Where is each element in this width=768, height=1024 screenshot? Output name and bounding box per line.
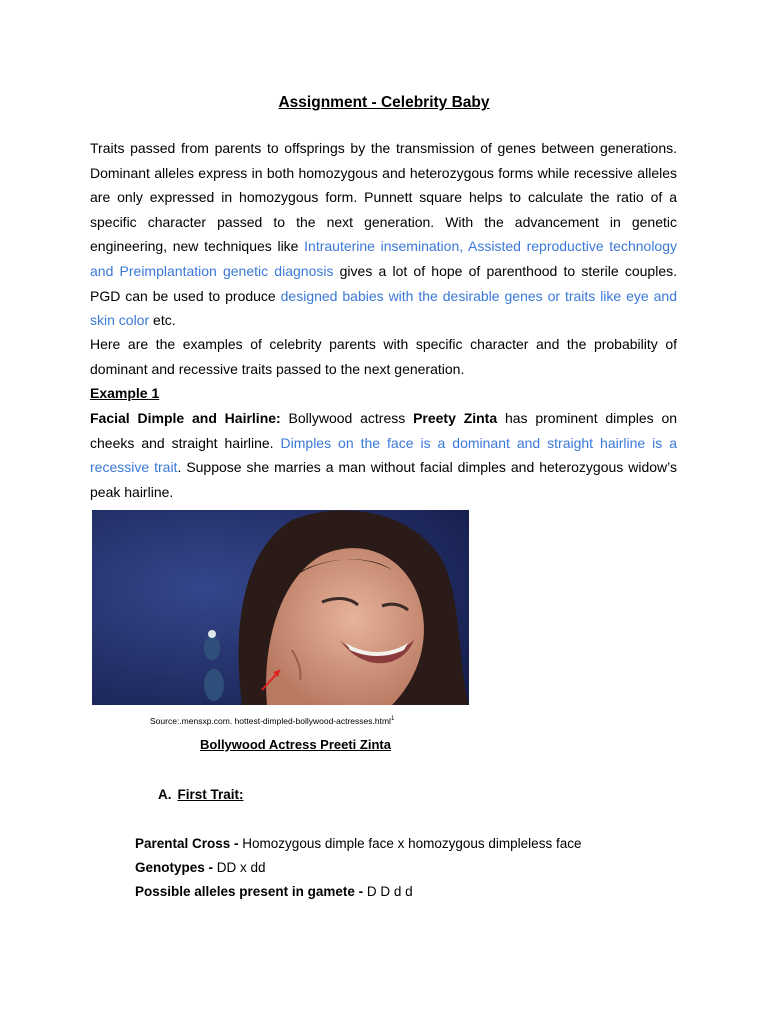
examples-paragraph: Here are the examples of celebrity parents with specific character and the probability of dominant and recessive traits passed to the next generation. xyxy=(90,336,677,377)
genotypes-line xyxy=(135,860,266,875)
intro-text-3: etc. xyxy=(149,312,176,329)
trait-label: Facial Dimple and Hairline: xyxy=(90,410,281,426)
intro-text-1: Traits passed from parents to offsprings by the transmission of genes between generations. Dominant alleles express in both homozygous and heterozygous forms while recessive alleles are only expressed in homozygous form. Punnett square helps to calculate the ratio of a specific character passed to the next generation. With the advancement in genetic engineering, new techniques like xyxy=(90,140,677,255)
image-source-text: Source:.mensxp.com. hottest-dimpled-bollywood-actresses.html xyxy=(150,716,391,726)
footnote-marker: 1 xyxy=(390,716,395,723)
parental-cross-label: Parental Cross - xyxy=(135,836,239,851)
example-text-1: Bollywood actress xyxy=(280,410,414,426)
gamete-alleles-line xyxy=(135,884,413,899)
gamete-alleles-label: Possible alleles present in gamete - xyxy=(135,884,364,899)
parental-cross-line xyxy=(135,836,581,851)
example-text-3: . Suppose she marries a man without facial dimples and heterozygous widow’s peak hairline. xyxy=(90,459,678,500)
intro-paragraph xyxy=(90,136,677,333)
techniques-link[interactable]: Intrauterine insemination, Assisted reproductive technology and Preimplantation genetic diagnosis xyxy=(90,238,678,279)
genotypes-value: DD x dd xyxy=(213,860,266,875)
genotypes-label: Genotypes - xyxy=(135,860,214,875)
parental-cross-value: Homozygous dimple face x homozygous dimpleless face xyxy=(238,836,582,851)
intro-text-2: gives a lot of hope of parenthood to sterile couples. PGD can be used to produce xyxy=(90,262,677,304)
example-paragraph xyxy=(90,406,677,504)
example-text-2: has prominent dimples on cheeks and straight hairline. xyxy=(90,410,678,451)
example-heading: Example 1 xyxy=(90,385,160,401)
designed-babies-link[interactable]: designed babies with the desirable genes or traits like eye and skin color xyxy=(90,287,677,329)
actress-photo xyxy=(92,510,469,705)
dominance-statement: Dimples on the face is a dominant and straight hairline is a recessive trait xyxy=(90,434,678,476)
image-caption: Bollywood Actress Preeti Zinta xyxy=(200,737,391,752)
gamete-alleles-value: D D d d xyxy=(363,884,413,899)
section-heading: First Trait: xyxy=(177,787,244,802)
section-a xyxy=(158,787,244,802)
actress-name: Preety Zinta xyxy=(413,410,498,426)
page-title: Assignment - Celebrity Baby xyxy=(278,94,490,111)
image-source xyxy=(150,716,394,726)
section-marker: A. xyxy=(158,787,172,802)
